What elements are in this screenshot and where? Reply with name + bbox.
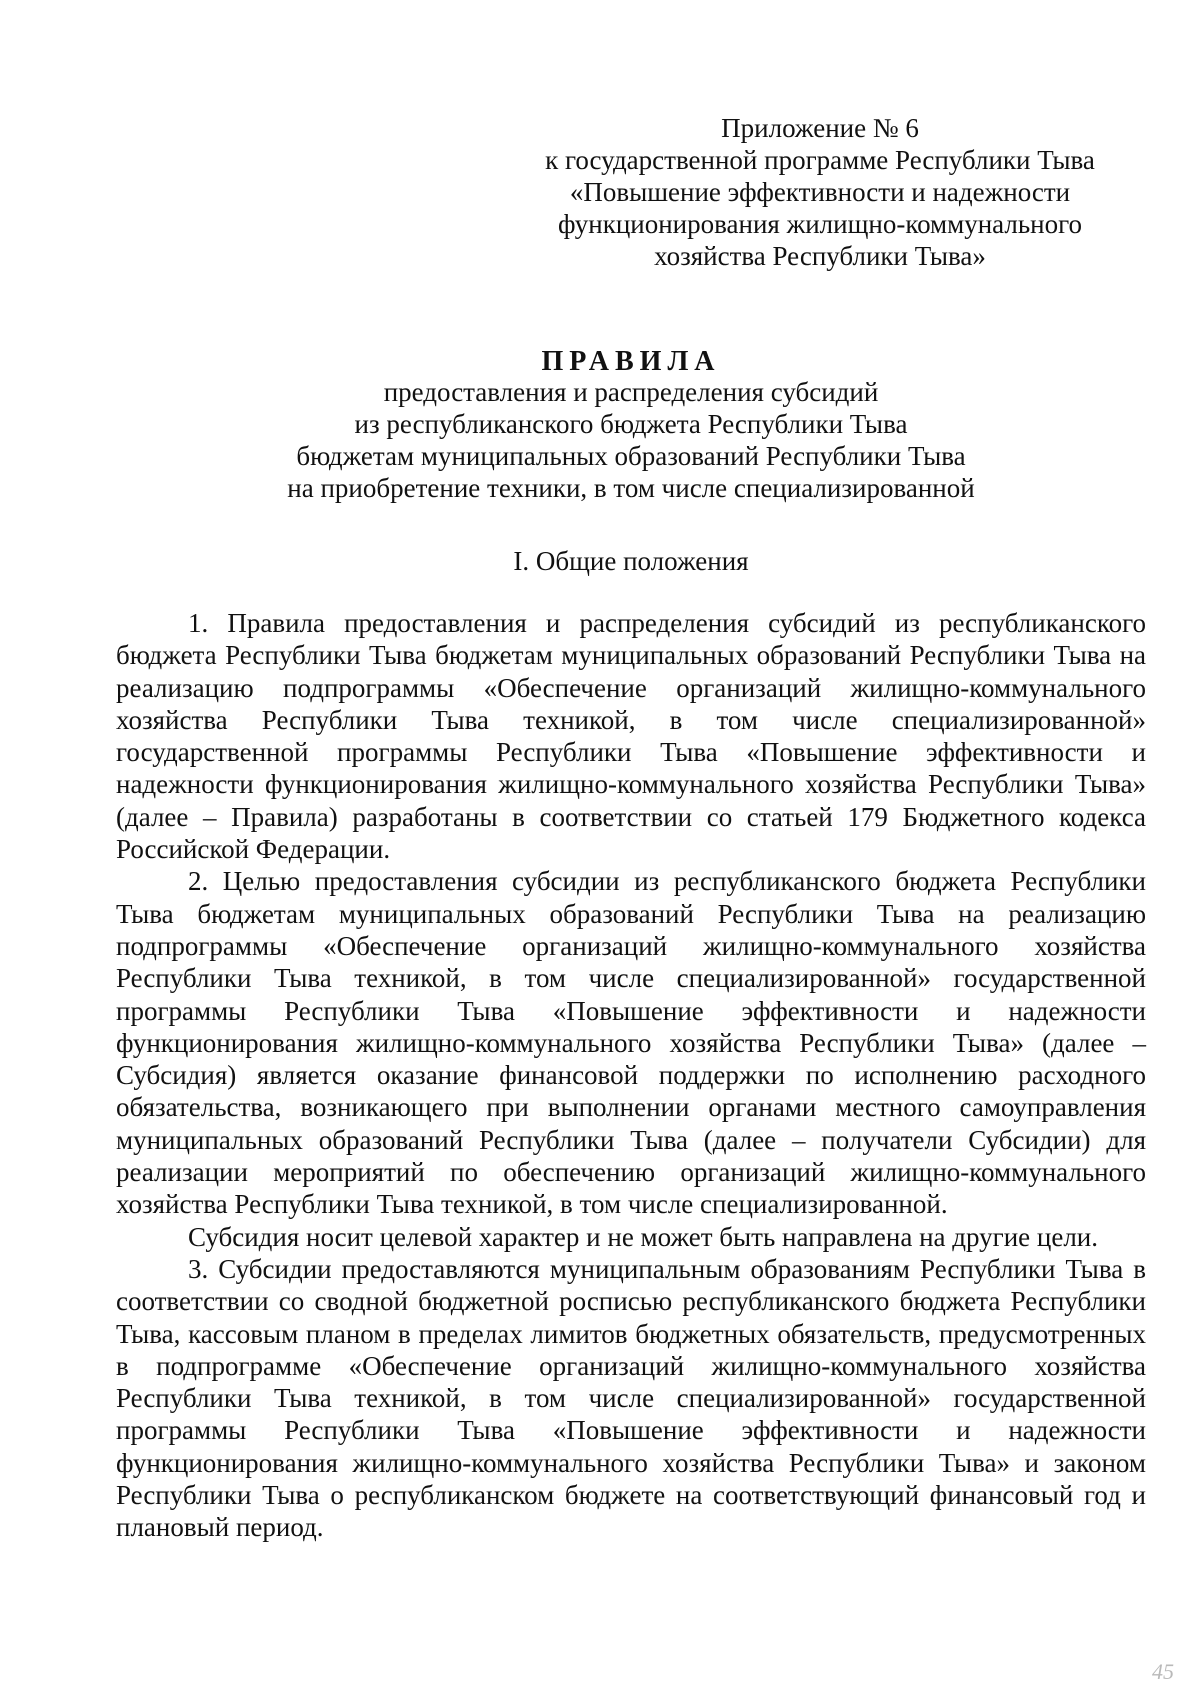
paragraph: Субсидия носит целевой характер и не может быть направлена на другие цели. bbox=[188, 1221, 1099, 1252]
document-subtitle bbox=[0, 376, 1200, 504]
appendix-line: функционирования жилищно-коммунального bbox=[557, 209, 1083, 239]
paragraph: 3. Субсидии предоставляются муниципальным образованиям Республики Тыва в соответствии со сводной бюджетной росписью республиканского бюджета Республики Тыва, кассовым планом в пределах лимитов бюджетных обязательств, предусмотренных в подпрограмме «Обеспечение организаций жилищно-коммунального хозяйства Республики Тыва техникой, в том числе специализированной» государственной программы Республики Тыва «Повышение эффективности и надежности функционирования жилищно-коммунального хозяйства Республики Тыва» и законом Республики Тыва о республиканском бюджете на соответствующий финансовый год и плановый период. bbox=[116, 1253, 1146, 1543]
section-heading: I. Общие положения bbox=[513, 546, 749, 576]
appendix-line: «Повышение эффективности и надежности bbox=[569, 177, 1071, 207]
subtitle-line: на приобретение техники, в том числе специализированной bbox=[287, 473, 975, 503]
page-number: 45 bbox=[1152, 1659, 1174, 1684]
subtitle-line: бюджетам муниципальных образований Республики Тыва bbox=[296, 441, 966, 471]
appendix-line: хозяйства Республики Тыва» bbox=[654, 241, 986, 271]
document-title: ПРАВИЛА bbox=[541, 346, 721, 377]
paragraph: 1. Правила предоставления и распределения субсидий из республиканского бюджета Республики Тыва бюджетам муниципальных образований Республики Тыва на реализацию подпрограммы «Обеспечение организаций жилищно-коммунального хозяйства Республики Тыва техникой, в том числе специализированной» государственной программы Республики Тыва «Повышение эффективности и надежности функционирования жилищно-коммунального хозяйства Республики Тыва» (далее – Правила) разработаны в соответствии со статьей 179 Бюджетного кодекса Российской Федерации. bbox=[116, 608, 1146, 865]
appendix-header bbox=[540, 112, 1100, 272]
subtitle-line: предоставления и распределения субсидий bbox=[383, 377, 879, 407]
paragraph: 2. Целью предоставления субсидии из республиканского бюджета Республики Тыва бюджетам муниципальных образований Республики Тыва на реализацию подпрограммы «Обеспечение организаций жилищно-коммунального хозяйства Республики Тыва техникой, в том числе специализированной» государственной программы Республики Тыва «Повышение эффективности и надежности функционирования жилищно-коммунального хозяйства Республики Тыва» (далее – Субсидия) является оказание финансовой поддержки по исполнению расходного обязательства, возникающего при выполнении органами местного самоуправления муниципальных образований Республики Тыва (далее – получатели Субсидии) для реализации мероприятий по обеспечению организаций жилищно-коммунального хозяйства Республики Тыва техникой, в том числе специализированной. bbox=[116, 866, 1146, 1220]
section-body bbox=[116, 607, 1146, 1544]
subtitle-line: из республиканского бюджета Республики Тыва bbox=[354, 409, 908, 439]
appendix-line: Приложение № 6 bbox=[721, 113, 919, 143]
appendix-line: к государственной программе Республики Тыва bbox=[545, 145, 1095, 175]
